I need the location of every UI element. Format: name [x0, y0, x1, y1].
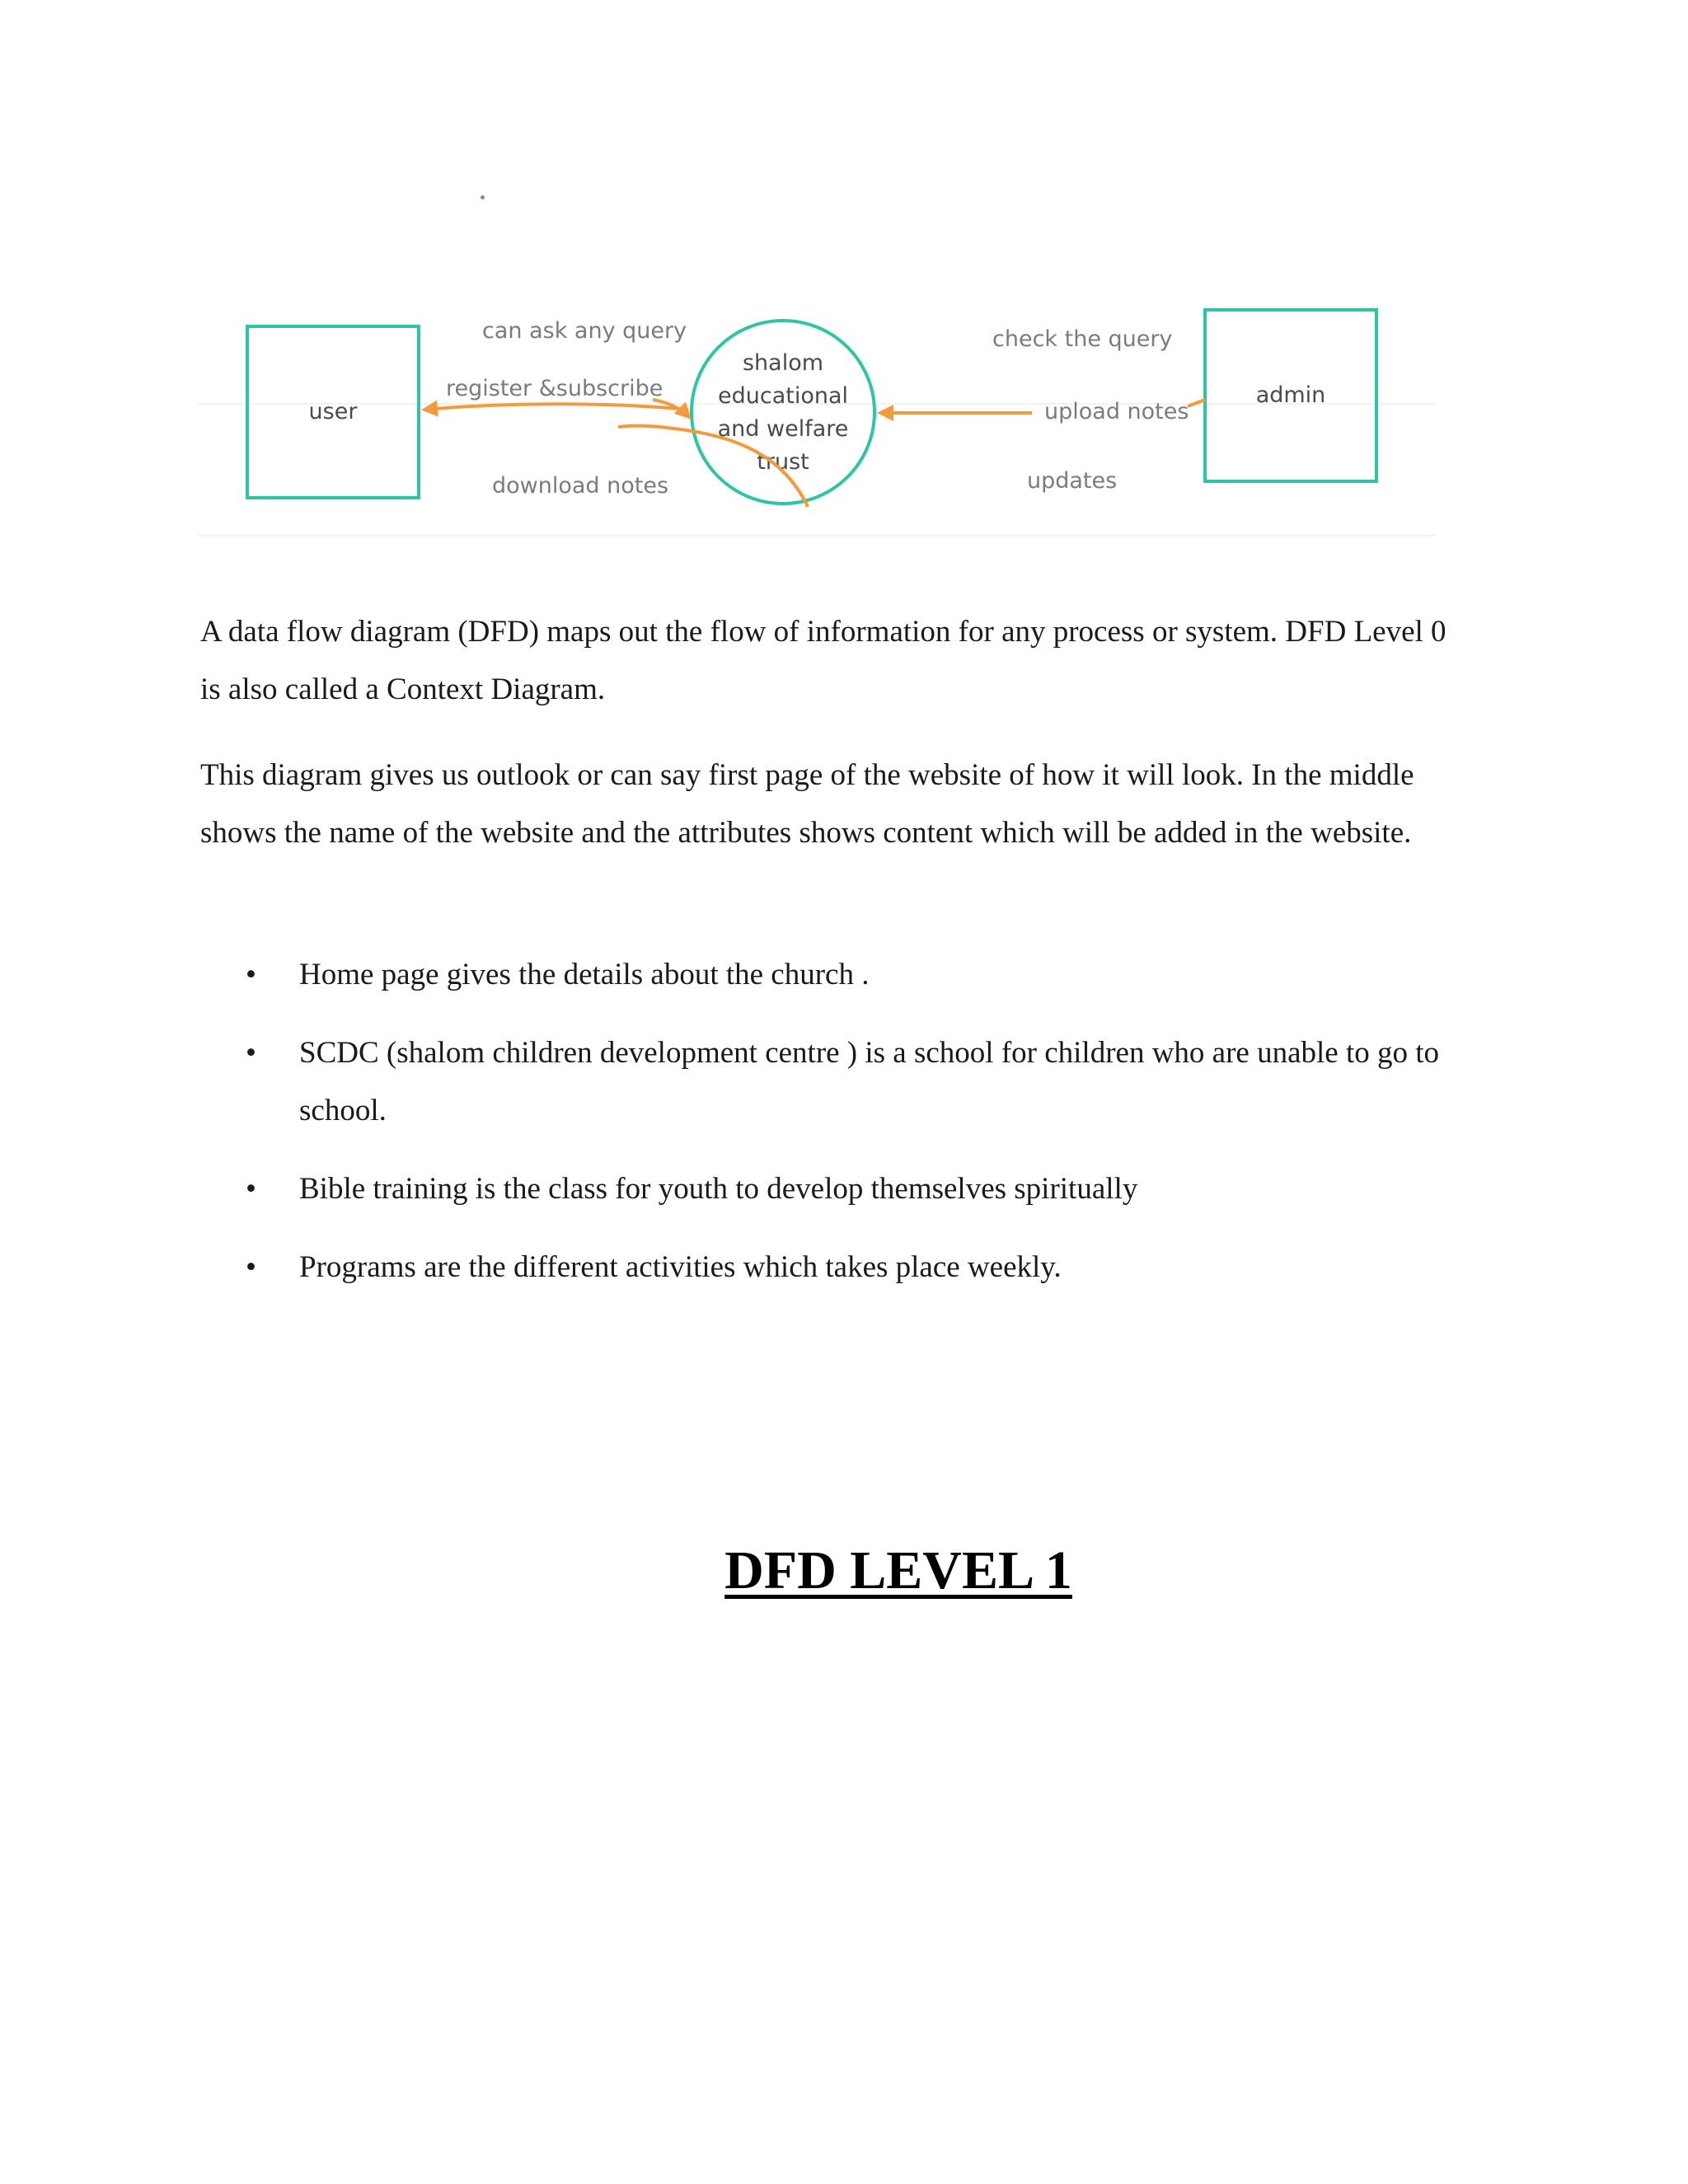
list-item [200, 1024, 1470, 1140]
flow-label-updates: updates [1027, 468, 1118, 494]
list-item-text: Programs are the different activities which takes place weekly. [299, 1250, 1062, 1284]
flow-label-download: download notes [492, 473, 669, 499]
flow-label-check-query: check the query [992, 326, 1173, 352]
list-item [200, 946, 1470, 1004]
process-label-line-4: trust [757, 449, 809, 475]
bullet-list [200, 946, 1470, 1317]
process-label-line-2: educational [717, 383, 849, 409]
process-label-line-3: and welfare [717, 416, 849, 442]
user-entity-label: user [308, 399, 358, 424]
body-text [200, 603, 1470, 862]
flow-label-register: register &subscribe [446, 376, 663, 401]
paragraph-diagram-description: This diagram gives us outlook or can say first page of the website of how it will look. In the middle shows the name of the website and the attributes shows content which will be added in the website. [200, 758, 1414, 850]
list-item [200, 1160, 1470, 1218]
list-item-text: SCDC (shalom children development centre ) is a school for children who are unable to go to school. [299, 1036, 1440, 1127]
flow-label-upload: upload notes [1044, 399, 1189, 424]
bullet-marker: • [246, 1250, 256, 1284]
bullet-marker: • [246, 958, 256, 991]
bullet-marker: • [246, 1172, 256, 1206]
process-label-line-1: shalom [742, 350, 824, 376]
bullet-marker: • [246, 1036, 256, 1070]
section-heading: DFD LEVEL 1 [724, 1540, 1072, 1601]
list-item [200, 1239, 1470, 1296]
paragraph-dfd-definition: A data flow diagram (DFD) maps out the flow of information for any process or system. DFD Level 0 is also called a Context Diagram. [200, 615, 1447, 706]
context-diagram-svg [198, 297, 1434, 560]
list-item-text: Bible training is the class for youth to develop themselves spiritually [299, 1172, 1138, 1206]
list-item-text: Home page gives the details about the church . [299, 958, 870, 991]
flow-arrow-to-user [424, 404, 688, 410]
flow-label-ask-query: can ask any query [482, 318, 687, 344]
process-circle [692, 321, 874, 504]
stray-dot [481, 195, 485, 199]
context-diagram [198, 297, 1434, 560]
admin-entity-label: admin [1255, 382, 1326, 408]
